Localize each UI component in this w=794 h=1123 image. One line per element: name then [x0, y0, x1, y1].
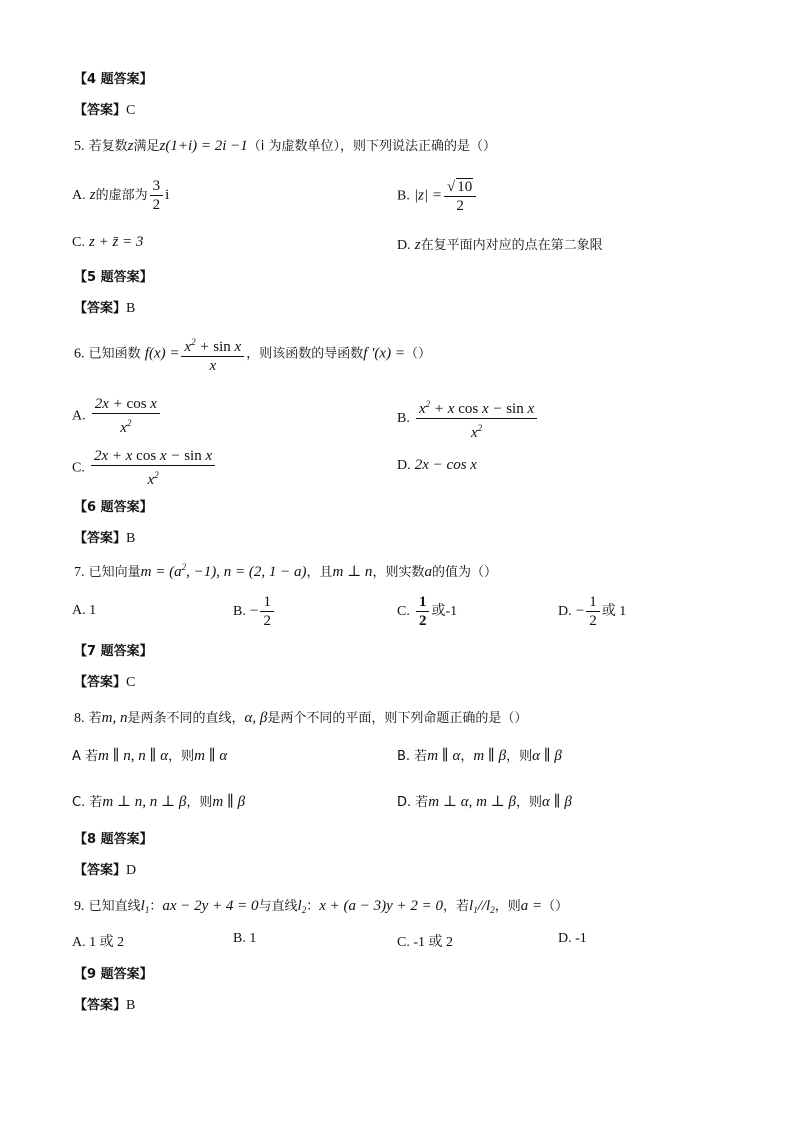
stem-text: 是两条不同的直线，: [127, 711, 245, 726]
f-prime: f ′(x) =: [363, 345, 405, 362]
q8-stem: [74, 707, 527, 727]
option-math: α ∥ β: [542, 794, 572, 810]
q9-option-a: A. 1 或 2: [72, 935, 125, 950]
q5-header: 【5 题答案】: [74, 270, 153, 285]
abs-z: |z| =: [413, 187, 442, 204]
fraction-option-a: $\frac{\text{2x + cos x}}{x^2}$: [92, 396, 160, 436]
q6-option-a: [72, 396, 162, 436]
q4-answer: [74, 99, 135, 119]
var-z: z: [127, 138, 134, 154]
q5-option-c: [72, 234, 143, 251]
q5-option-d: [397, 234, 603, 254]
option-label: A 若: [72, 749, 99, 764]
q7-stem: [74, 561, 497, 581]
option-label: D.: [397, 458, 411, 473]
q4-header: 【4 题答案】: [74, 72, 153, 87]
option-math: z + z̄ = 3: [88, 234, 144, 250]
q6-answer: [74, 527, 135, 547]
stem-text: ，则实数: [372, 565, 425, 580]
option-text: 在复平面内对应的点在第二象限: [420, 238, 603, 253]
q5-option-b: [397, 178, 478, 214]
var-z: z: [414, 237, 421, 253]
fraction-option-b: $\frac{x^2 + x \cos x - \sin x}{x^2}$: [416, 396, 537, 441]
answer-label: 【答案】: [74, 103, 127, 118]
stem-text: 已知直线: [88, 899, 141, 914]
fraction-sqrt10-2: $\frac{√ 10}{2}$: [444, 178, 476, 214]
stem-text: ，且: [306, 565, 333, 580]
answer-value: B: [126, 531, 136, 546]
stem-text: 满足: [133, 139, 160, 154]
answer-label: 【答案】: [74, 675, 127, 690]
fraction-1-2: $\frac{1}{2}$: [260, 594, 274, 629]
q7-option-c: [397, 594, 457, 629]
vector-m-def: $m = (a^2$, −1), n = (2, 1 − a): [140, 562, 307, 580]
option-math: m ∥ α: [427, 748, 461, 764]
option-label: B.: [397, 411, 410, 426]
fraction-3-2: $\frac{3}{2}$: [150, 178, 164, 213]
option-math: m ⊥ n, n ⊥ β: [102, 794, 187, 810]
q5-option-a: [72, 178, 169, 213]
q5-answer: [74, 297, 135, 317]
fraction-option-c: $\frac{\text{2x + x cos x − sin x}}{x^2}$: [91, 448, 215, 488]
line-l2-equation: x + (a − 3)y + 2 = 0: [319, 898, 444, 914]
option-label: D. 若: [397, 795, 429, 810]
q7-header: 【7 题答案】: [74, 644, 153, 659]
option-label: C.: [72, 235, 85, 250]
option-text: 或-1: [431, 604, 458, 619]
line-l1-equation: ax − 2y + 4 = 0: [162, 898, 259, 914]
q8-answer: [74, 859, 136, 879]
fraction-function: $\frac{x^2 + \sin x}{x}$: [181, 334, 244, 374]
stem-text: （）: [404, 346, 431, 362]
option-text: ，则: [186, 795, 213, 810]
line-l1: $l_1$: [140, 898, 150, 915]
lines-m-n: m, n: [101, 710, 128, 726]
option-text: 的虚部为: [95, 188, 148, 203]
option-label: A.: [72, 188, 86, 203]
q7-option-b: B. − $\frac{1}{2}$: [233, 594, 276, 629]
question-number: 5.: [74, 139, 85, 154]
answer-value: B: [126, 998, 136, 1013]
q8-option-c: [72, 791, 245, 811]
question-number: 6.: [74, 346, 85, 362]
q8-option-d: [397, 791, 572, 811]
q9-option-b: B. 1: [233, 931, 257, 946]
stem-text: （i 为虚数单位），则下列说法正确的是（）: [247, 139, 497, 154]
answer-value: D: [126, 863, 137, 878]
option-text: 或 1: [601, 604, 627, 619]
answer-value: B: [126, 301, 136, 316]
option-text: ，则: [516, 795, 543, 810]
stem-text: ，则: [494, 899, 521, 914]
stem-text: ，则该函数的导函数: [246, 346, 364, 362]
option-label: B. 若: [397, 749, 428, 764]
question-number: 7.: [74, 565, 85, 580]
option-math: m ∥ n, n ∥ α: [98, 748, 169, 764]
fraction-1-2: $\frac{1}{2}$: [586, 594, 600, 629]
q7-answer: [74, 671, 135, 691]
stem-text: 的值为（）: [431, 565, 497, 580]
stem-text: （）: [542, 899, 569, 914]
var-a: a: [424, 564, 432, 580]
q6-option-b: [397, 396, 539, 441]
q7-option-d: D. − $\frac{1}{2}$ 或 1: [558, 594, 627, 629]
option-label: A.: [72, 408, 86, 424]
stem-text: 若复数: [88, 139, 128, 154]
fraction-1-2: $\frac{1}{2}$: [416, 594, 430, 629]
var-z: z: [89, 187, 96, 203]
q6-option-d: [397, 457, 477, 474]
option-text: ，则: [168, 749, 195, 764]
q9-option-c: C. -1 或 2: [397, 935, 453, 950]
planes-alpha-beta: α, β: [244, 710, 268, 726]
q6-header: 【6 题答案】: [74, 500, 153, 515]
option-text: ，则: [506, 749, 533, 764]
q9-stem: 9. 已知直线$l_1$：ax − 2y + 4 = 0与直线$l_2$：x + (a − 3)y + 2 = 0，若$l_1//l_2$，则a =（）: [74, 898, 569, 915]
answer-value: C: [126, 675, 136, 690]
option-math: α ∥ β: [532, 748, 562, 764]
line-l2: $l_2$: [297, 898, 307, 915]
option-text: ，: [460, 749, 474, 764]
q9-option-d: D. -1: [558, 931, 587, 946]
q7-option-a: A. 1: [72, 603, 97, 618]
option-label: C.: [397, 604, 410, 619]
q8-option-a: [72, 745, 227, 765]
q8-option-b: [397, 745, 562, 765]
parallel-relation: $l_1//l_2$: [469, 898, 495, 915]
answer-label: 【答案】: [74, 301, 127, 316]
option-math: m ∥ β: [473, 748, 507, 764]
option-math: m ⊥ α, m ⊥ β: [428, 794, 517, 810]
stem-text: 若: [88, 711, 102, 726]
f-of-x: f(x) =: [144, 345, 180, 362]
option-label: B.: [233, 604, 246, 619]
stem-text: 已知向量: [88, 565, 141, 580]
perpendicular-relation: m ⊥ n: [332, 564, 373, 580]
option-math: m ∥ α: [194, 748, 228, 764]
option-math: 2x − cos x: [414, 457, 477, 473]
stem-text: 已知函数: [88, 346, 141, 362]
q8-header: 【8 题答案】: [74, 832, 153, 847]
answer-value: C: [126, 103, 136, 118]
q6-stem: [74, 334, 431, 374]
q9-answer: [74, 994, 135, 1014]
question-number: 9.: [74, 899, 85, 914]
imag-unit: i: [165, 187, 170, 203]
answer-label: 【答案】: [74, 863, 127, 878]
answer-label: 【答案】: [74, 998, 127, 1013]
q9-header: 【9 题答案】: [74, 967, 153, 982]
option-label: C. 若: [72, 795, 103, 810]
var-a: a =: [520, 898, 543, 914]
answer-label: 【答案】: [74, 531, 127, 546]
option-label: C.: [72, 460, 85, 476]
option-label: B.: [397, 188, 410, 204]
q5-equation: z(1+i) = 2i −1: [159, 138, 248, 154]
stem-text: 是两个不同的平面，则下列命题正确的是（）: [267, 711, 528, 726]
q6-option-c: [72, 448, 217, 488]
option-label: D.: [558, 604, 572, 619]
stem-text: ，若: [443, 899, 470, 914]
stem-text: 与直线: [258, 899, 298, 914]
q5-stem: [74, 135, 496, 155]
question-number: 8.: [74, 711, 85, 726]
option-label: D.: [397, 238, 411, 253]
option-math: m ∥ β: [212, 794, 246, 810]
